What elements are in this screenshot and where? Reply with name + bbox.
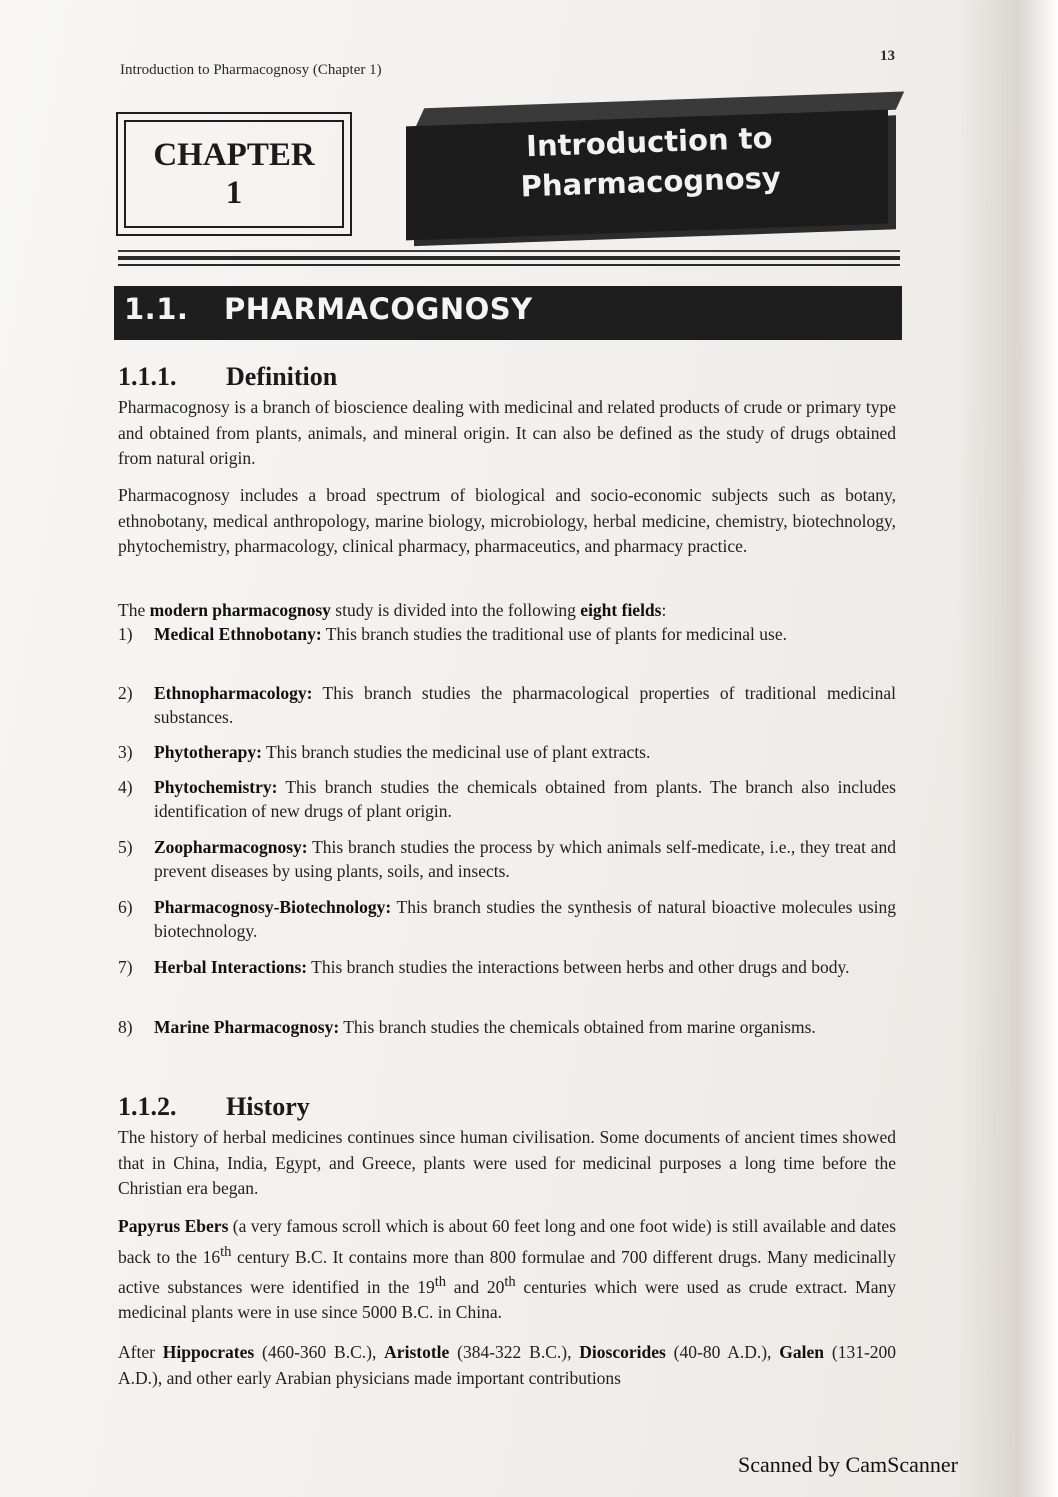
superscript: th — [220, 1243, 232, 1260]
chapter-number: 1 — [225, 175, 243, 211]
text: and 20 — [446, 1276, 505, 1297]
list-number: 6) — [118, 897, 133, 917]
field-description: This branch studies the traditional use of plants for medicinal use. — [321, 624, 787, 644]
chapter-box-inner — [124, 120, 344, 228]
divider-rule — [118, 250, 900, 252]
text: centuries which were used as crude extract. Many medicinal plants were in use since 5000 B.C. in China. — [118, 1276, 896, 1323]
page-edge-shadow — [958, 0, 1058, 1497]
field-description: This branch studies the chemicals obtained from marine organisms. — [339, 1017, 816, 1037]
subsection-title: History — [226, 1092, 310, 1121]
text: After — [118, 1342, 163, 1362]
list-item — [118, 895, 896, 943]
text: The — [118, 600, 150, 620]
field-description: This branch studies the pharmacological properties of traditional medicinal substances. — [154, 683, 896, 727]
field-description: This branch studies the chemicals obtained from plants. The branch also includes identification of new drugs of plant origin. — [154, 777, 896, 821]
section-number: 1.1. — [124, 292, 189, 326]
bold-text: Galen — [779, 1342, 825, 1362]
section-heading — [124, 292, 533, 326]
list-number: 1) — [118, 624, 133, 644]
chapter-label: CHAPTER — [153, 137, 315, 173]
text: century B.C. It contains more than 800 formulae and 700 different drugs. Many medicinally active substances were identified in the 19 — [118, 1246, 896, 1297]
bold-text: Hippocrates — [162, 1342, 255, 1362]
bold-text: modern pharmacognosy — [149, 600, 331, 620]
field-name: Phytotherapy: — [154, 742, 262, 762]
chapter-title — [439, 115, 862, 210]
page-number: 13 — [880, 48, 895, 64]
text: (40-80 A.D.), — [665, 1342, 780, 1362]
list-item — [118, 681, 896, 729]
field-name: Phytochemistry: — [154, 777, 278, 797]
list-item — [118, 955, 896, 979]
camscanner-watermark: Scanned by CamScanner — [738, 1452, 958, 1477]
field-description: This branch studies the medicinal use of plant extracts. — [261, 742, 651, 762]
text: : — [661, 600, 667, 620]
section-title: PHARMACOGNOSY — [224, 292, 533, 326]
list-item — [118, 1015, 896, 1039]
paragraph — [118, 1214, 896, 1326]
subsection-heading-history — [118, 1092, 310, 1122]
superscript: th — [434, 1273, 447, 1290]
list-item — [118, 622, 896, 646]
subsection-number: 1.1.2. — [118, 1092, 177, 1121]
subsection-title: Definition — [226, 362, 338, 391]
paragraph — [118, 1340, 896, 1391]
divider-rule — [118, 264, 900, 266]
list-item — [118, 740, 896, 764]
bold-text: eight fields — [580, 600, 662, 620]
text: (a very famous scroll which is about 60 feet long and one foot wide) is still available and dates back to the 16 — [118, 1216, 897, 1267]
field-description: This branch studies the interactions between herbs and other drugs and body. — [307, 957, 850, 977]
bold-text: Papyrus Ebers — [118, 1216, 229, 1236]
field-name: Zoopharmacognosy: — [154, 837, 308, 857]
bold-text: Aristotle — [384, 1342, 450, 1362]
list-number: 5) — [118, 837, 133, 857]
field-name: Herbal Interactions: — [154, 957, 308, 977]
text: study is divided into the following — [330, 600, 581, 620]
field-description: This branch studies the synthesis of natural bioactive molecules using biotechnology. — [154, 897, 896, 941]
list-number: 7) — [118, 957, 133, 977]
chapter-title-line-2: Pharmacognosy — [520, 160, 782, 204]
chapter-box — [116, 112, 352, 236]
list-item — [118, 775, 896, 823]
list-number: 2) — [118, 683, 133, 703]
list-number: 3) — [118, 742, 133, 762]
field-name: Medical Ethnobotany: — [154, 624, 322, 644]
paragraph: Pharmacognosy is a branch of bioscience dealing with medicinal and related products of crude or primary type and obtained from plants, animals, and mineral origin. It can also be defined as the study of drugs obtained from natural origin. — [118, 397, 896, 468]
paragraph: Pharmacognosy includes a broad spectrum of biological and socio-economic subjects such as botany, ethnobotany, medical anthropology, marine biology, microbiology, herbal medicine, chemistry, biotechnology, phytochemistry, pharmacology, clinical pharmacy, pharmaceutics, and pharmacy practice. — [118, 485, 896, 556]
text: (460-360 B.C.), — [254, 1342, 385, 1362]
field-description: This branch studies the process by which animals self-medicate, i.e., they treat and prevent diseases by using plants, soils, and insects. — [154, 837, 896, 881]
fields-intro — [118, 598, 896, 624]
bold-text: Dioscorides — [579, 1342, 666, 1362]
superscript: th — [504, 1273, 516, 1290]
divider-rule — [118, 256, 900, 260]
chapter-title-line-1: Introduction to — [525, 120, 774, 164]
list-number: 4) — [118, 777, 133, 797]
paragraph: The history of herbal medicines continues since human civilisation. Some documents of ancient times showed that in China, India, Egypt, and Greece, plants were used for medicinal purposes a long time before the Christian era began. — [118, 1127, 896, 1198]
subsection-number: 1.1.1. — [118, 362, 177, 391]
list-number: 8) — [118, 1017, 133, 1037]
list-item — [118, 835, 896, 883]
text: (131-200 A.D.), and other early Arabian physicians made important contributions — [118, 1342, 897, 1388]
field-name: Ethnopharmacology: — [154, 683, 313, 703]
field-name: Marine Pharmacognosy: — [154, 1017, 340, 1037]
text: (384-322 B.C.), — [449, 1342, 580, 1362]
field-name: Pharmacognosy-Biotechnology: — [154, 897, 392, 917]
subsection-heading-definition — [118, 362, 337, 392]
running-head: Introduction to Pharmacognosy (Chapter 1) — [120, 62, 382, 78]
